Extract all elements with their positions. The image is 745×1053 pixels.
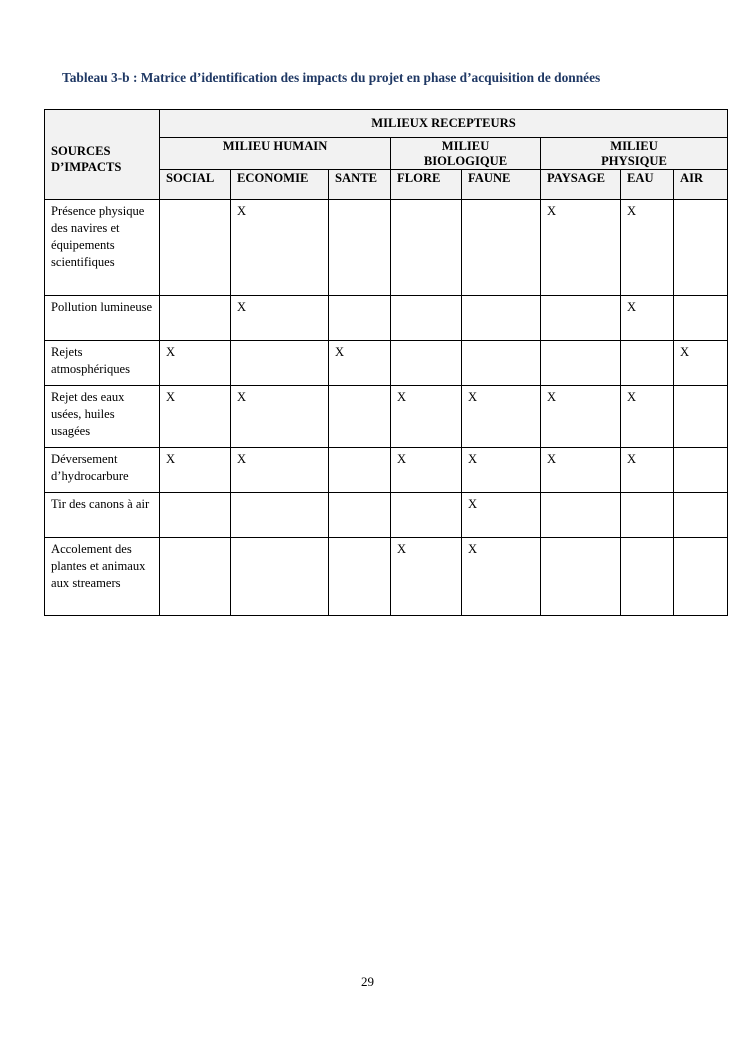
impact-cell [231,538,329,616]
impact-cell [462,296,541,341]
column-header: PAYSAGE [541,170,621,200]
impact-cell: X [462,493,541,538]
impact-cell: X [231,200,329,296]
sources-header: SOURCES D’IMPACTS [45,110,160,200]
impact-source: Présence physique des navires et équipements scientifiques [45,200,160,296]
impact-cell [541,341,621,386]
impact-cell: X [621,386,674,448]
impact-cell [160,296,231,341]
impact-cell: X [541,386,621,448]
impact-cell [329,200,391,296]
table-row [45,200,728,296]
impact-cell [621,538,674,616]
impact-cell [674,538,728,616]
impact-cell: X [621,448,674,493]
table-caption: Tableau 3-b : Matrice d’identification des impacts du projet en phase d’acquisition de données [62,70,601,85]
impact-cell [674,386,728,448]
impact-cell [462,341,541,386]
impact-cell [329,386,391,448]
impact-source: Rejets atmosphériques [45,341,160,386]
group-header-biologique: MILIEU BIOLOGIQUE [391,138,541,170]
impact-cell [674,200,728,296]
impact-cell: X [160,448,231,493]
column-header: SOCIAL [160,170,231,200]
impact-cell [160,200,231,296]
group-header-physique: MILIEU PHYSIQUE [541,138,728,170]
impact-source: Rejet des eaux usées, huiles usagées [45,386,160,448]
table-row [45,296,728,341]
impact-cell: X [462,448,541,493]
impact-cell [329,296,391,341]
column-header: SANTE [329,170,391,200]
impact-cell: X [231,448,329,493]
impact-cell: X [541,200,621,296]
impact-source: Pollution lumineuse [45,296,160,341]
impact-cell: X [160,386,231,448]
impact-cell [462,200,541,296]
column-header: ECONOMIE [231,170,329,200]
impact-cell: X [621,200,674,296]
impact-cell [674,448,728,493]
column-header: EAU [621,170,674,200]
table-row [45,341,728,386]
impact-cell [160,493,231,538]
impact-cell: X [231,296,329,341]
group-header-humain: MILIEU HUMAIN [160,138,391,170]
impact-cell [391,341,462,386]
impact-cell: X [391,386,462,448]
impact-cell [391,493,462,538]
impact-source: Déversement d’hydrocarbure [45,448,160,493]
impact-cell: X [541,448,621,493]
impact-cell: X [231,386,329,448]
impact-cell: X [391,448,462,493]
impact-matrix-table [44,109,728,616]
impact-cell: X [462,538,541,616]
column-header: FLORE [391,170,462,200]
impact-cell: X [329,341,391,386]
impact-cell: X [391,538,462,616]
impact-cell [329,448,391,493]
impact-cell [621,493,674,538]
impact-cell [329,538,391,616]
page-number: 29 [361,974,374,989]
impact-cell: X [462,386,541,448]
impact-cell [541,538,621,616]
impact-cell: X [621,296,674,341]
impact-cell [541,493,621,538]
impact-cell [391,296,462,341]
table-row [45,386,728,448]
impact-source: Accolement des plantes et animaux aux streamers [45,538,160,616]
table-row [45,448,728,493]
receptors-header: MILIEUX RECEPTEURS [160,110,728,138]
impact-cell [391,200,462,296]
impact-cell: X [674,341,728,386]
table-row [45,493,728,538]
column-header: FAUNE [462,170,541,200]
impact-cell [621,341,674,386]
impact-cell [231,493,329,538]
impact-cell [329,493,391,538]
column-header: AIR [674,170,728,200]
impact-cell [674,493,728,538]
impact-cell [231,341,329,386]
impact-cell [160,538,231,616]
impact-cell [541,296,621,341]
impact-source: Tir des canons à air [45,493,160,538]
table-row [45,538,728,616]
impact-cell: X [160,341,231,386]
impact-cell [674,296,728,341]
